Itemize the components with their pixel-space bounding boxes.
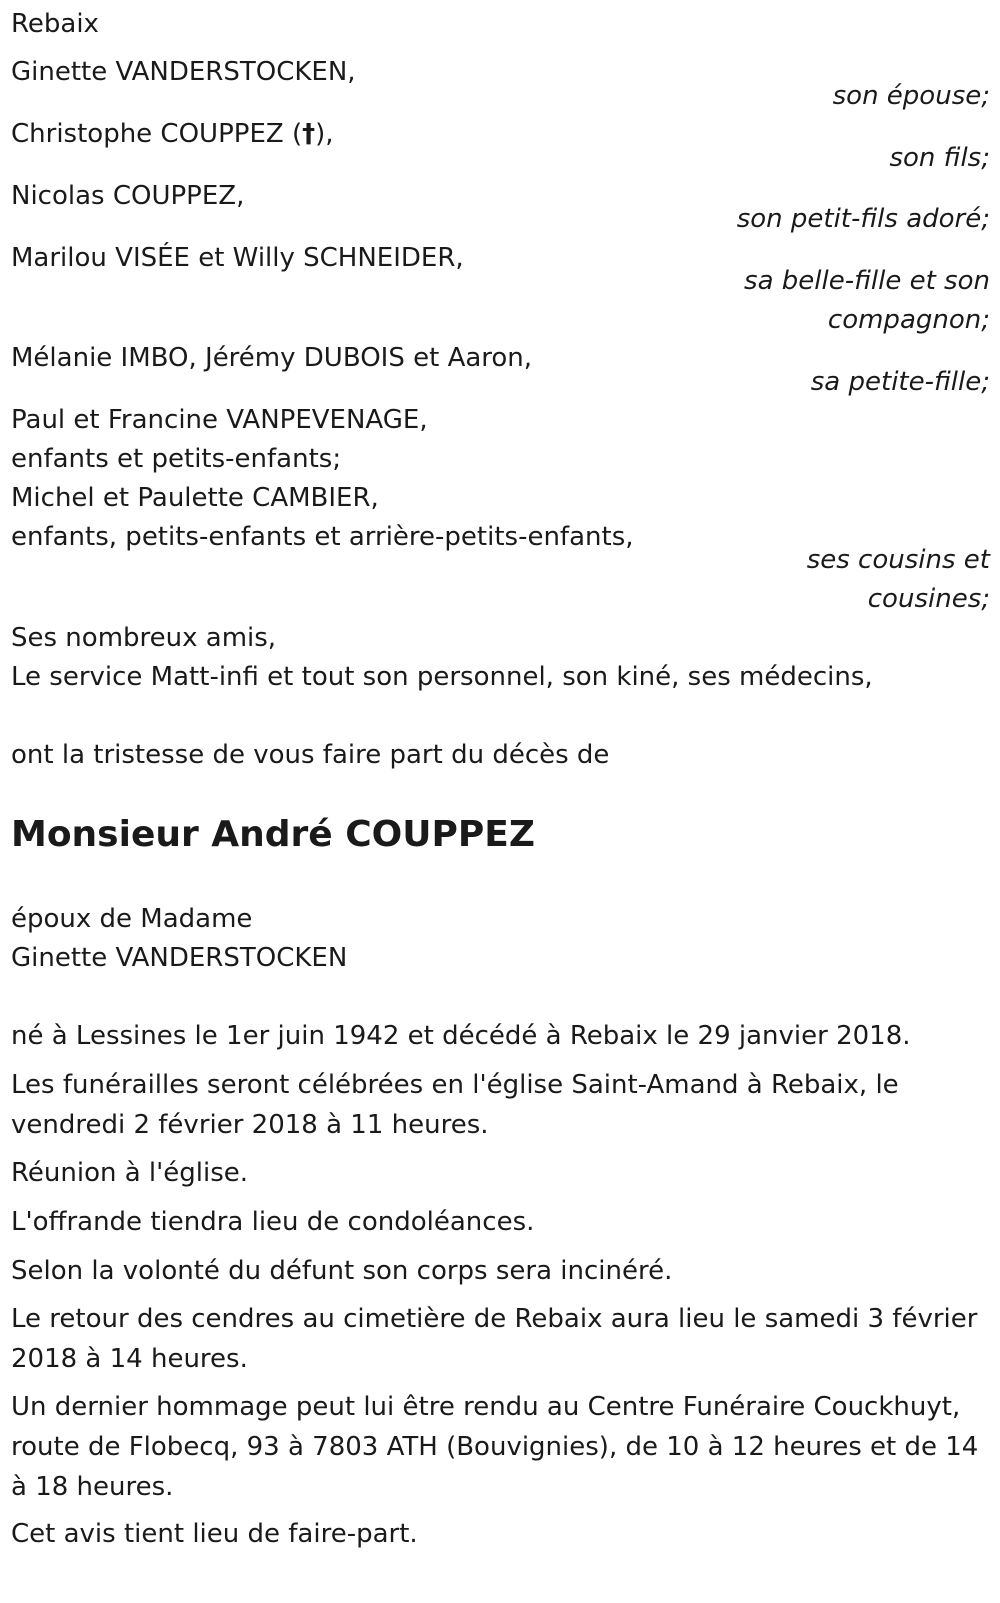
announcement-line: ont la tristesse de vous faire part du décès de bbox=[11, 740, 610, 770]
family-role-grandson: son petit-fils adoré; bbox=[736, 204, 990, 234]
family-role-spouse: son épouse; bbox=[832, 81, 990, 111]
cousins-line-1: Paul et Francine VANPEVENAGE, bbox=[11, 405, 428, 435]
cousins-line-2: enfants et petits-enfants; bbox=[11, 444, 342, 474]
family-name-grandson: Nicolas COUPPEZ, bbox=[11, 181, 245, 211]
family-name-son bbox=[11, 118, 334, 150]
service-line: Le service Matt-infi et tout son personnel, son kiné, ses médecins, bbox=[11, 662, 873, 692]
family-name-spouse: Ginette VANDERSTOCKEN, bbox=[11, 57, 356, 87]
meeting-paragraph: Réunion à l'église. bbox=[11, 1158, 249, 1188]
family-role-daughter-in-law-1: sa belle-fille et son bbox=[744, 266, 990, 296]
spouse-line-2: Ginette VANDERSTOCKEN bbox=[11, 943, 348, 973]
cousins-line-4: enfants, petits-enfants et arrière-petits-enfants, bbox=[11, 522, 634, 552]
son-name: Christophe COUPPEZ ( bbox=[11, 119, 303, 149]
family-role-daughter-in-law-2: compagnon; bbox=[827, 305, 990, 335]
funeral-paragraph: Les funérailles seront célébrées en l'église Saint-Amand à Rebaix, le vendredi 2 février 2018 à 11 heures. bbox=[11, 1070, 899, 1140]
cross-icon: † bbox=[302, 119, 316, 149]
notice-paragraph: Cet avis tient lieu de faire-part. bbox=[11, 1519, 418, 1549]
tribute-paragraph: Un dernier hommage peut lui être rendu au Centre Funéraire Couckhuyt, route de Flobecq, 93 à 7803 ATH (Bouvignies), de 10 à 12 heures et de 14 à 18 heures. bbox=[11, 1392, 979, 1502]
family-name-granddaughter: Mélanie IMBO, Jérémy DUBOIS et Aaron, bbox=[11, 343, 533, 373]
location: Rebaix bbox=[11, 9, 99, 39]
deceased-name: Monsieur André COUPPEZ bbox=[11, 814, 535, 855]
birth-death-paragraph: né à Lessines le 1er juin 1942 et décédé à Rebaix le 29 janvier 2018. bbox=[11, 1021, 911, 1051]
spouse-line-1: époux de Madame bbox=[11, 904, 253, 934]
offering-paragraph: L'offrande tiendra lieu de condoléances. bbox=[11, 1207, 535, 1237]
cousins-line-3: Michel et Paulette CAMBIER, bbox=[11, 483, 379, 513]
family-name-daughter-in-law: Marilou VISÉE et Willy SCHNEIDER, bbox=[11, 243, 464, 273]
family-role-son: son fils; bbox=[889, 143, 990, 173]
cremation-paragraph: Selon la volonté du défunt son corps sera incinéré. bbox=[11, 1256, 673, 1286]
son-name-end: ), bbox=[315, 119, 334, 149]
cousins-role-1: ses cousins et bbox=[806, 545, 990, 575]
cousins-role-2: cousines; bbox=[867, 584, 990, 614]
family-role-granddaughter: sa petite-fille; bbox=[810, 367, 990, 397]
ashes-paragraph: Le retour des cendres au cimetière de Rebaix aura lieu le samedi 3 février 2018 à 14 heures. bbox=[11, 1304, 978, 1374]
friends-line: Ses nombreux amis, bbox=[11, 623, 277, 653]
